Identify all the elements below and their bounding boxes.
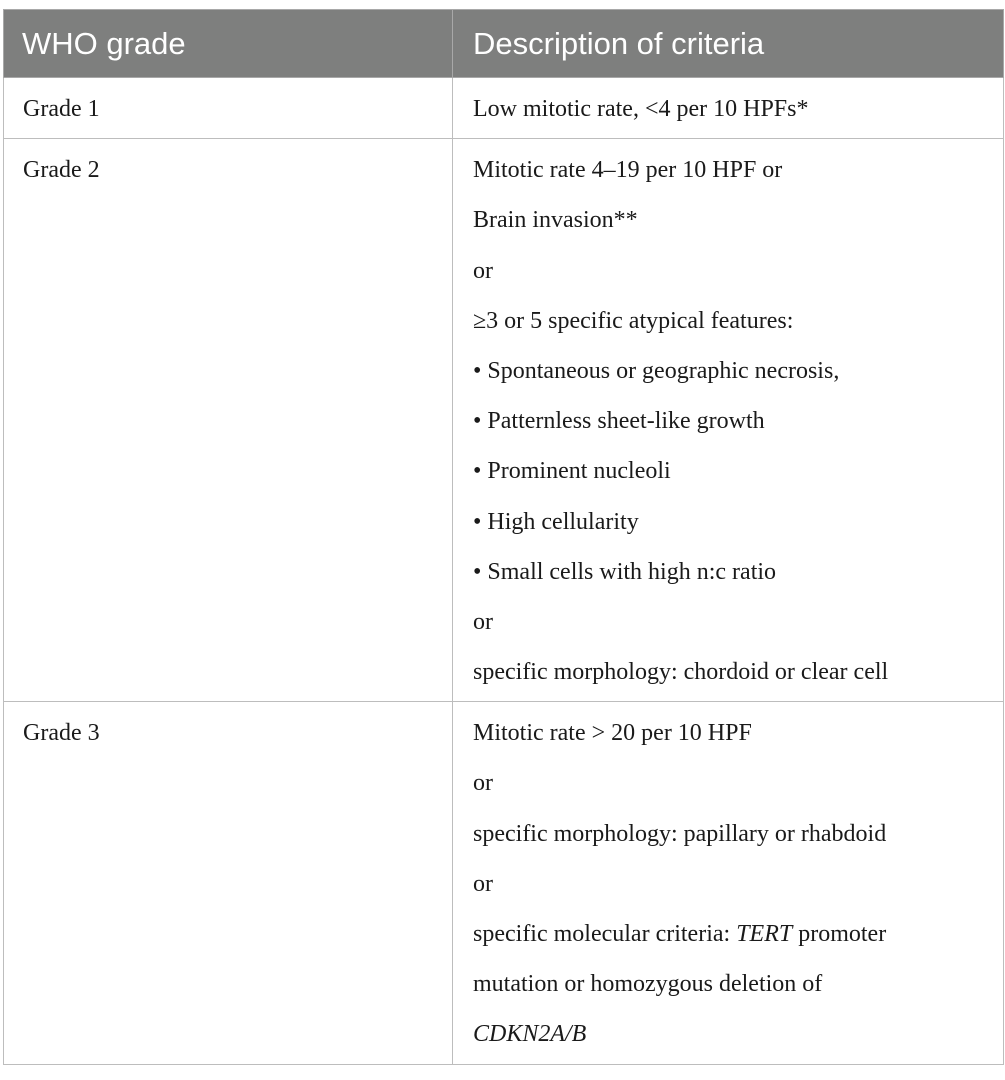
criteria-text: Mitotic rate 4–19 per 10 HPF or xyxy=(473,157,783,184)
criteria-line xyxy=(473,195,1003,245)
criteria-text: • Prominent nucleoli xyxy=(473,458,671,485)
criteria-text: specific morphology: papillary or rhabdoid xyxy=(473,820,887,847)
criteria-cell xyxy=(453,78,1004,139)
who-grade-table xyxy=(3,9,1004,1065)
criteria-text: • Patternless sheet-like growth xyxy=(473,408,765,435)
table-row xyxy=(4,702,1004,1064)
criteria-text: specific morphology: chordoid or clear cell xyxy=(473,659,889,686)
criteria-line xyxy=(473,446,1003,496)
grade-cell xyxy=(4,702,453,1064)
header-who-grade: WHO grade xyxy=(4,10,453,78)
criteria-line xyxy=(473,708,1003,758)
criteria-text: promoter xyxy=(792,921,887,947)
criteria-text: • Spontaneous or geographic necrosis, xyxy=(473,357,840,384)
table-row xyxy=(4,139,1004,702)
criteria-line xyxy=(473,246,1003,296)
table-row xyxy=(4,78,1004,139)
grade-label: Grade 3 xyxy=(23,720,100,747)
gene-name: CDKN2A/B xyxy=(473,1021,587,1048)
criteria-text: Mitotic rate > 20 per 10 HPF xyxy=(473,720,752,747)
criteria-text: ≥3 or 5 specific atypical features: xyxy=(473,307,794,334)
criteria-line xyxy=(473,909,1003,959)
criteria-line xyxy=(473,809,1003,859)
criteria-line xyxy=(473,647,1003,697)
criteria-text: • High cellularity xyxy=(473,508,639,535)
criteria-line xyxy=(473,758,1003,808)
header-description: Description of criteria xyxy=(453,10,1004,78)
criteria-text: or xyxy=(473,608,493,635)
criteria-text: • Small cells with high n:c ratio xyxy=(473,558,777,585)
criteria-text: or xyxy=(473,257,493,284)
grade-cell xyxy=(4,78,453,139)
criteria-text: or xyxy=(473,770,493,797)
criteria-line xyxy=(473,396,1003,446)
criteria-line xyxy=(473,547,1003,597)
criteria-line xyxy=(473,497,1003,547)
table-body xyxy=(4,78,1004,1065)
criteria-line xyxy=(473,959,1003,1009)
gene-name: TERT xyxy=(736,921,793,947)
header-row xyxy=(4,10,1004,78)
criteria-line xyxy=(473,84,1003,134)
grade-label: Grade 2 xyxy=(23,157,100,184)
criteria-text: mutation or homozygous deletion of xyxy=(473,971,823,998)
criteria-text: Low mitotic rate, <4 per 10 HPFs* xyxy=(473,96,809,122)
criteria-text: or xyxy=(473,870,493,897)
criteria-text: Brain invasion** xyxy=(473,207,638,234)
criteria-line xyxy=(473,296,1003,346)
criteria-line xyxy=(473,346,1003,396)
criteria-line xyxy=(473,145,1003,195)
criteria-line xyxy=(473,859,1003,909)
criteria-text: specific molecular criteria: xyxy=(473,921,737,947)
grade-cell xyxy=(4,139,453,702)
grade-label: Grade 1 xyxy=(23,96,100,122)
criteria-line xyxy=(473,597,1003,647)
criteria-cell xyxy=(453,702,1004,1064)
criteria-cell xyxy=(453,139,1004,702)
criteria-line xyxy=(473,1009,1003,1059)
